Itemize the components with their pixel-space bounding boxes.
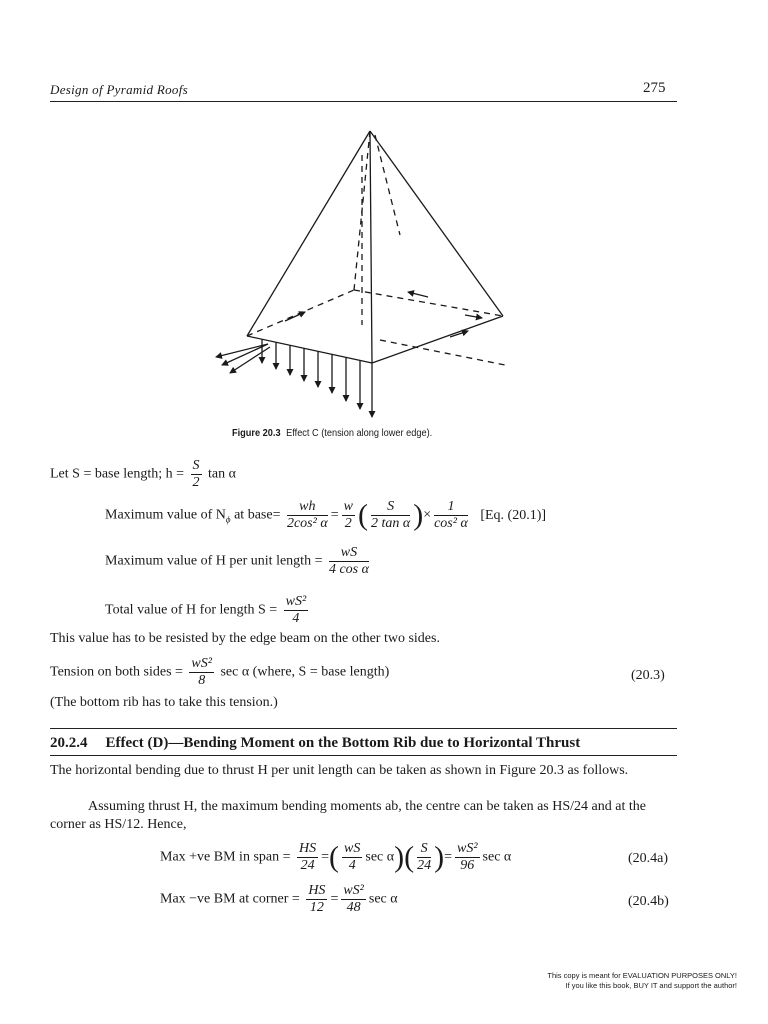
text-resist: This value has to be resisted by the edge beam on the other two sides. xyxy=(50,631,440,646)
pyramid-figure xyxy=(210,125,520,425)
section-title: Effect (D)—Bending Moment on the Bottom Rib due to Horizontal Thrust xyxy=(105,735,581,751)
hidden-edge xyxy=(247,290,354,336)
paragraph-thrust: The horizontal bending due to thrust H per unit length can be taken as shown in Figure 20.3 as follows. xyxy=(50,763,629,778)
pyramid-edge xyxy=(370,131,372,363)
equation-total-h: Total value of H for length S = $\frac{\text{wS²}}{4}$ xyxy=(105,594,307,626)
equation-reference: [Eq. (20.1)] xyxy=(480,507,547,523)
pyramid-edge xyxy=(247,131,370,336)
section-number: 20.2.4 xyxy=(50,735,88,751)
equation-max-n: Maximum value of $N_\phi$ at base= $\frac{wh}{\text{2cos² α}}$ = $\frac{w}{2}$ ( $\frac{S}{\text{2 tan α}}$ )× $\frac{1}{\text{cos² α}}$ [Eq. (20.1)] xyxy=(105,498,547,532)
hidden-edge xyxy=(380,340,505,365)
section-heading xyxy=(50,735,580,752)
hidden-edge xyxy=(375,135,400,235)
equation-let: Let S = base length; h = $\frac{S}{2}$ tan α xyxy=(50,458,236,490)
figure-label: Figure 20.3 xyxy=(232,428,281,439)
paragraph-assuming: Assuming thrust H, the maximum bending moments ab, the centre can be taken as HS/24 and at the corner as HS/12. Hence, xyxy=(50,799,646,832)
section-rule-top xyxy=(50,728,677,729)
equation-number-20-3: (20.3) xyxy=(631,668,665,683)
base-edge xyxy=(372,316,503,363)
text-rib: (The bottom rib has to take this tension.) xyxy=(50,695,278,710)
equation-max-h: Maximum value of H per unit length = $\frac{wS}{\text{4 cos α}}$ xyxy=(105,545,369,577)
equation-bm-span: Max +ve BM in span = $\frac{HS}{24}$ =( $\frac{wS}{4}$ sec α)( $\frac{S}{24}$ )= $\frac{\text{wS²}}{96}$ sec α xyxy=(160,840,512,874)
evaluation-notice: This copy is meant for EVALUATION PURPOSES ONLY! If you like this book, BUY IT and support the author! xyxy=(547,971,737,990)
header-rule xyxy=(50,101,677,102)
running-header-title: Design of Pyramid Roofs xyxy=(50,82,188,97)
equation-tension: Tension on both sides = $\frac{\text{wS²}}{8}$ sec α (where, S = base length) xyxy=(50,656,390,688)
pyramid-edge xyxy=(370,131,503,316)
equation-number-20-4b: (20.4b) xyxy=(628,894,669,909)
page-number: 275 xyxy=(643,80,666,96)
equation-number-20-4a: (20.4a) xyxy=(628,851,669,866)
fraction: $\frac{S}{2}$ xyxy=(192,458,200,490)
figure-caption-text: Effect C (tension along lower edge). xyxy=(286,428,433,439)
figure-caption xyxy=(232,428,432,439)
equation-bm-corner: Max −ve BM at corner = $\frac{HS}{12}$ = $\frac{\text{wS²}}{48}$ sec α xyxy=(160,883,398,915)
section-rule-bottom xyxy=(50,755,677,756)
hidden-edge xyxy=(354,290,503,316)
